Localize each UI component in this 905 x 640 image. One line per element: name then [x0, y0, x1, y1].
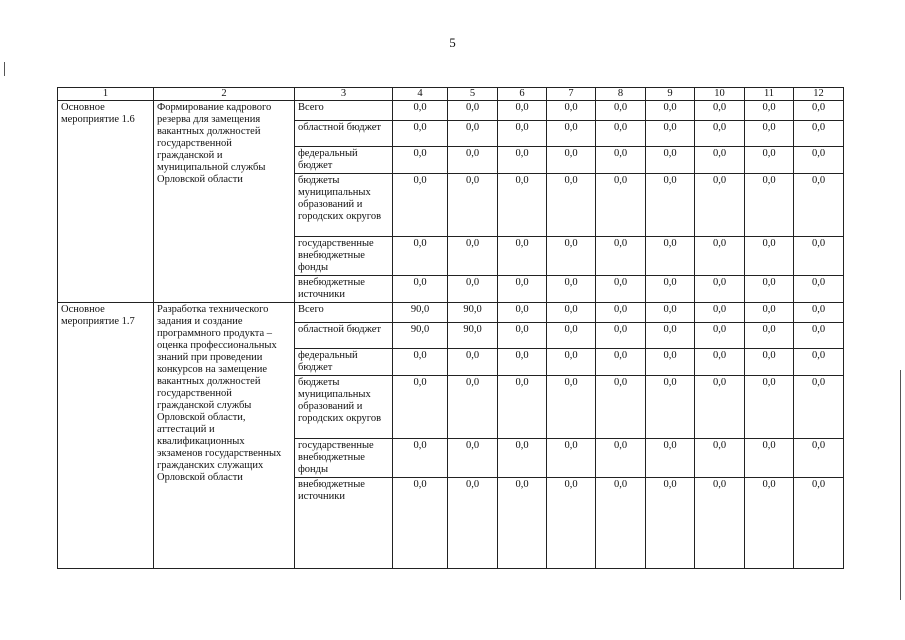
value-cell: 90,0	[448, 323, 498, 349]
value-cell: 0,0	[596, 376, 646, 439]
funding-source-cell: государственные внебюджетные фонды	[295, 439, 393, 478]
column-header: 6	[498, 88, 547, 101]
value-cell: 0,0	[393, 147, 448, 174]
column-number-row	[58, 88, 844, 101]
value-cell: 0,0	[448, 478, 498, 569]
value-cell: 0,0	[547, 478, 596, 569]
funding-source-cell: областной бюджет	[295, 323, 393, 349]
value-cell: 0,0	[393, 276, 448, 303]
value-cell: 0,0	[596, 147, 646, 174]
page-number: 5	[449, 35, 456, 50]
value-cell: 0,0	[596, 276, 646, 303]
funding-source-cell: внебюджетные источники	[295, 478, 393, 569]
value-cell: 0,0	[547, 303, 596, 323]
value-cell: 0,0	[646, 323, 695, 349]
value-cell: 0,0	[547, 121, 596, 147]
column-header: 2	[154, 88, 295, 101]
value-cell: 0,0	[745, 147, 794, 174]
value-cell: 0,0	[498, 349, 547, 376]
value-cell: 0,0	[794, 121, 844, 147]
value-cell: 0,0	[794, 439, 844, 478]
value-cell: 0,0	[646, 147, 695, 174]
column-header: 10	[695, 88, 745, 101]
value-cell: 0,0	[695, 478, 745, 569]
value-cell: 0,0	[695, 121, 745, 147]
column-header: 4	[393, 88, 448, 101]
value-cell: 0,0	[393, 478, 448, 569]
value-cell: 0,0	[646, 101, 695, 121]
value-cell: 90,0	[448, 303, 498, 323]
event-name-cell: Основное мероприятие 1.6	[58, 101, 154, 303]
value-cell: 0,0	[695, 237, 745, 276]
value-cell: 0,0	[745, 376, 794, 439]
value-cell: 0,0	[596, 349, 646, 376]
column-header: 3	[295, 88, 393, 101]
value-cell: 0,0	[745, 478, 794, 569]
value-cell: 0,0	[448, 276, 498, 303]
value-cell: 0,0	[794, 376, 844, 439]
value-cell: 0,0	[393, 376, 448, 439]
table-row	[58, 303, 844, 323]
value-cell: 0,0	[498, 478, 547, 569]
value-cell: 0,0	[547, 147, 596, 174]
scan-edge-mark	[4, 62, 5, 76]
event-description-cell: Формирование кадрового резерва для замещения вакантных должностей государственной гражданской и муниципальной службы Орловской области	[154, 101, 295, 303]
value-cell: 0,0	[448, 147, 498, 174]
value-cell: 0,0	[794, 101, 844, 121]
value-cell: 0,0	[646, 439, 695, 478]
value-cell: 0,0	[547, 323, 596, 349]
table-body	[58, 101, 844, 569]
value-cell: 0,0	[794, 147, 844, 174]
funding-source-cell: бюджеты муниципальных образований и городских округов	[295, 376, 393, 439]
funding-source-cell: государственные внебюджетные фонды	[295, 237, 393, 276]
value-cell: 0,0	[695, 376, 745, 439]
value-cell: 0,0	[745, 237, 794, 276]
value-cell: 0,0	[448, 349, 498, 376]
value-cell: 0,0	[695, 323, 745, 349]
value-cell: 0,0	[547, 439, 596, 478]
value-cell: 0,0	[646, 174, 695, 237]
value-cell: 0,0	[646, 237, 695, 276]
value-cell: 0,0	[695, 439, 745, 478]
value-cell: 0,0	[498, 147, 547, 174]
value-cell: 0,0	[745, 101, 794, 121]
value-cell: 0,0	[596, 303, 646, 323]
value-cell: 0,0	[393, 237, 448, 276]
value-cell: 0,0	[498, 174, 547, 237]
value-cell: 0,0	[794, 478, 844, 569]
value-cell: 0,0	[393, 349, 448, 376]
value-cell: 0,0	[547, 276, 596, 303]
funding-source-cell: бюджеты муниципальных образований и городских округов	[295, 174, 393, 237]
value-cell: 0,0	[745, 276, 794, 303]
value-cell: 0,0	[596, 174, 646, 237]
funding-source-cell: федеральный бюджет	[295, 147, 393, 174]
value-cell: 0,0	[794, 174, 844, 237]
value-cell: 0,0	[498, 101, 547, 121]
event-description-cell: Разработка технического задания и создание программного продукта – оценка профессиональных знаний при проведении конкурсов на замещение вакантных должностей государственной гражданской службы Орловской области, аттестаций и квалификационных экзаменов государственных гражданских служащих Орловской области	[154, 303, 295, 569]
value-cell: 0,0	[646, 349, 695, 376]
value-cell: 0,0	[547, 376, 596, 439]
column-header: 1	[58, 88, 154, 101]
value-cell: 0,0	[498, 323, 547, 349]
value-cell: 0,0	[498, 121, 547, 147]
value-cell: 0,0	[547, 349, 596, 376]
value-cell: 0,0	[393, 174, 448, 237]
value-cell: 0,0	[695, 101, 745, 121]
funding-table	[57, 87, 844, 569]
funding-source-cell: областной бюджет	[295, 121, 393, 147]
funding-source-cell: федеральный бюджет	[295, 349, 393, 376]
value-cell: 0,0	[745, 174, 794, 237]
value-cell: 0,0	[448, 376, 498, 439]
value-cell: 0,0	[745, 349, 794, 376]
value-cell: 0,0	[646, 376, 695, 439]
value-cell: 0,0	[695, 303, 745, 323]
table-row	[58, 101, 844, 121]
column-header: 11	[745, 88, 794, 101]
value-cell: 0,0	[448, 121, 498, 147]
value-cell: 0,0	[646, 478, 695, 569]
column-header: 5	[448, 88, 498, 101]
value-cell: 0,0	[646, 303, 695, 323]
funding-source-cell: Всего	[295, 303, 393, 323]
value-cell: 0,0	[794, 323, 844, 349]
value-cell: 0,0	[547, 101, 596, 121]
value-cell: 0,0	[547, 237, 596, 276]
value-cell: 0,0	[393, 439, 448, 478]
value-cell: 0,0	[695, 276, 745, 303]
value-cell: 0,0	[646, 276, 695, 303]
column-header: 7	[547, 88, 596, 101]
value-cell: 0,0	[745, 121, 794, 147]
funding-source-cell: Всего	[295, 101, 393, 121]
value-cell: 0,0	[498, 237, 547, 276]
value-cell: 0,0	[448, 101, 498, 121]
value-cell: 0,0	[498, 376, 547, 439]
value-cell: 0,0	[646, 121, 695, 147]
value-cell: 0,0	[745, 439, 794, 478]
value-cell: 90,0	[393, 323, 448, 349]
value-cell: 0,0	[393, 121, 448, 147]
value-cell: 0,0	[695, 174, 745, 237]
value-cell: 0,0	[794, 276, 844, 303]
value-cell: 0,0	[596, 323, 646, 349]
value-cell: 0,0	[547, 174, 596, 237]
value-cell: 0,0	[695, 349, 745, 376]
column-header: 8	[596, 88, 646, 101]
value-cell: 0,0	[794, 237, 844, 276]
value-cell: 0,0	[745, 323, 794, 349]
value-cell: 0,0	[794, 303, 844, 323]
value-cell: 0,0	[794, 349, 844, 376]
value-cell: 0,0	[596, 439, 646, 478]
value-cell: 0,0	[448, 237, 498, 276]
column-header: 12	[794, 88, 844, 101]
value-cell: 0,0	[393, 101, 448, 121]
event-name-cell: Основное мероприятие 1.7	[58, 303, 154, 569]
value-cell: 0,0	[596, 237, 646, 276]
value-cell: 0,0	[695, 147, 745, 174]
value-cell: 0,0	[498, 276, 547, 303]
column-header: 9	[646, 88, 695, 101]
value-cell: 0,0	[498, 303, 547, 323]
value-cell: 0,0	[596, 478, 646, 569]
value-cell: 90,0	[393, 303, 448, 323]
value-cell: 0,0	[745, 303, 794, 323]
value-cell: 0,0	[448, 174, 498, 237]
value-cell: 0,0	[498, 439, 547, 478]
value-cell: 0,0	[448, 439, 498, 478]
value-cell: 0,0	[596, 101, 646, 121]
scan-edge-mark	[900, 370, 901, 600]
value-cell: 0,0	[596, 121, 646, 147]
funding-source-cell: внебюджетные источники	[295, 276, 393, 303]
